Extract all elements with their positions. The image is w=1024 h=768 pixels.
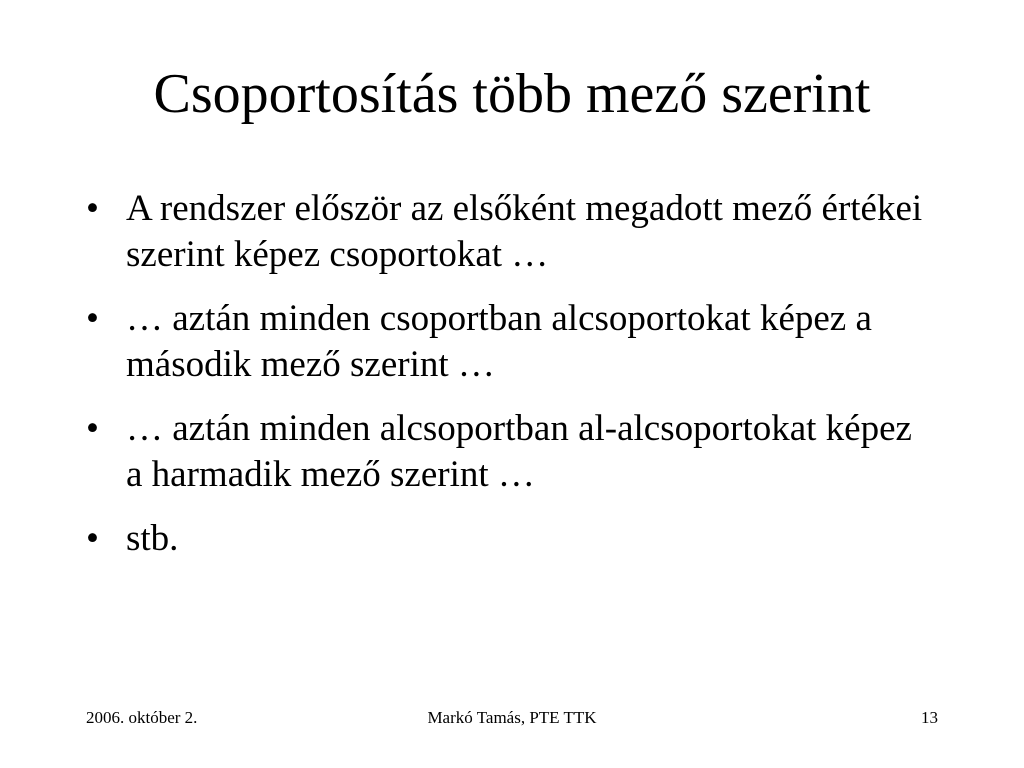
- bullet-item-2: [86, 296, 926, 388]
- bullet-text: … aztán minden csoportban alcsoportokat képez a második mező szerint …: [126, 298, 872, 385]
- bullet-item-3: [86, 406, 926, 498]
- bullet-icon: •: [86, 298, 99, 339]
- bullet-item-4: [86, 516, 926, 562]
- bullet-item-1: [86, 186, 926, 278]
- bullet-list: [86, 186, 926, 580]
- footer-date: 2006. október 2.: [86, 708, 198, 727]
- footer-page-number: 13: [921, 708, 938, 727]
- footer-author: Markó Tamás, PTE TTK: [427, 708, 597, 727]
- bullet-icon: •: [86, 188, 99, 229]
- bullet-text: A rendszer először az elsőként megadott mező értékei szerint képez csoportokat …: [126, 188, 923, 275]
- bullet-text: … aztán minden alcsoportban al-alcsoportokat képez a harmadik mező szerint …: [126, 408, 912, 495]
- bullet-text: stb.: [126, 518, 179, 559]
- slide-title: Csoportosítás több mező szerint: [153, 63, 871, 125]
- bullet-icon: •: [86, 518, 99, 559]
- bullet-icon: •: [86, 408, 99, 449]
